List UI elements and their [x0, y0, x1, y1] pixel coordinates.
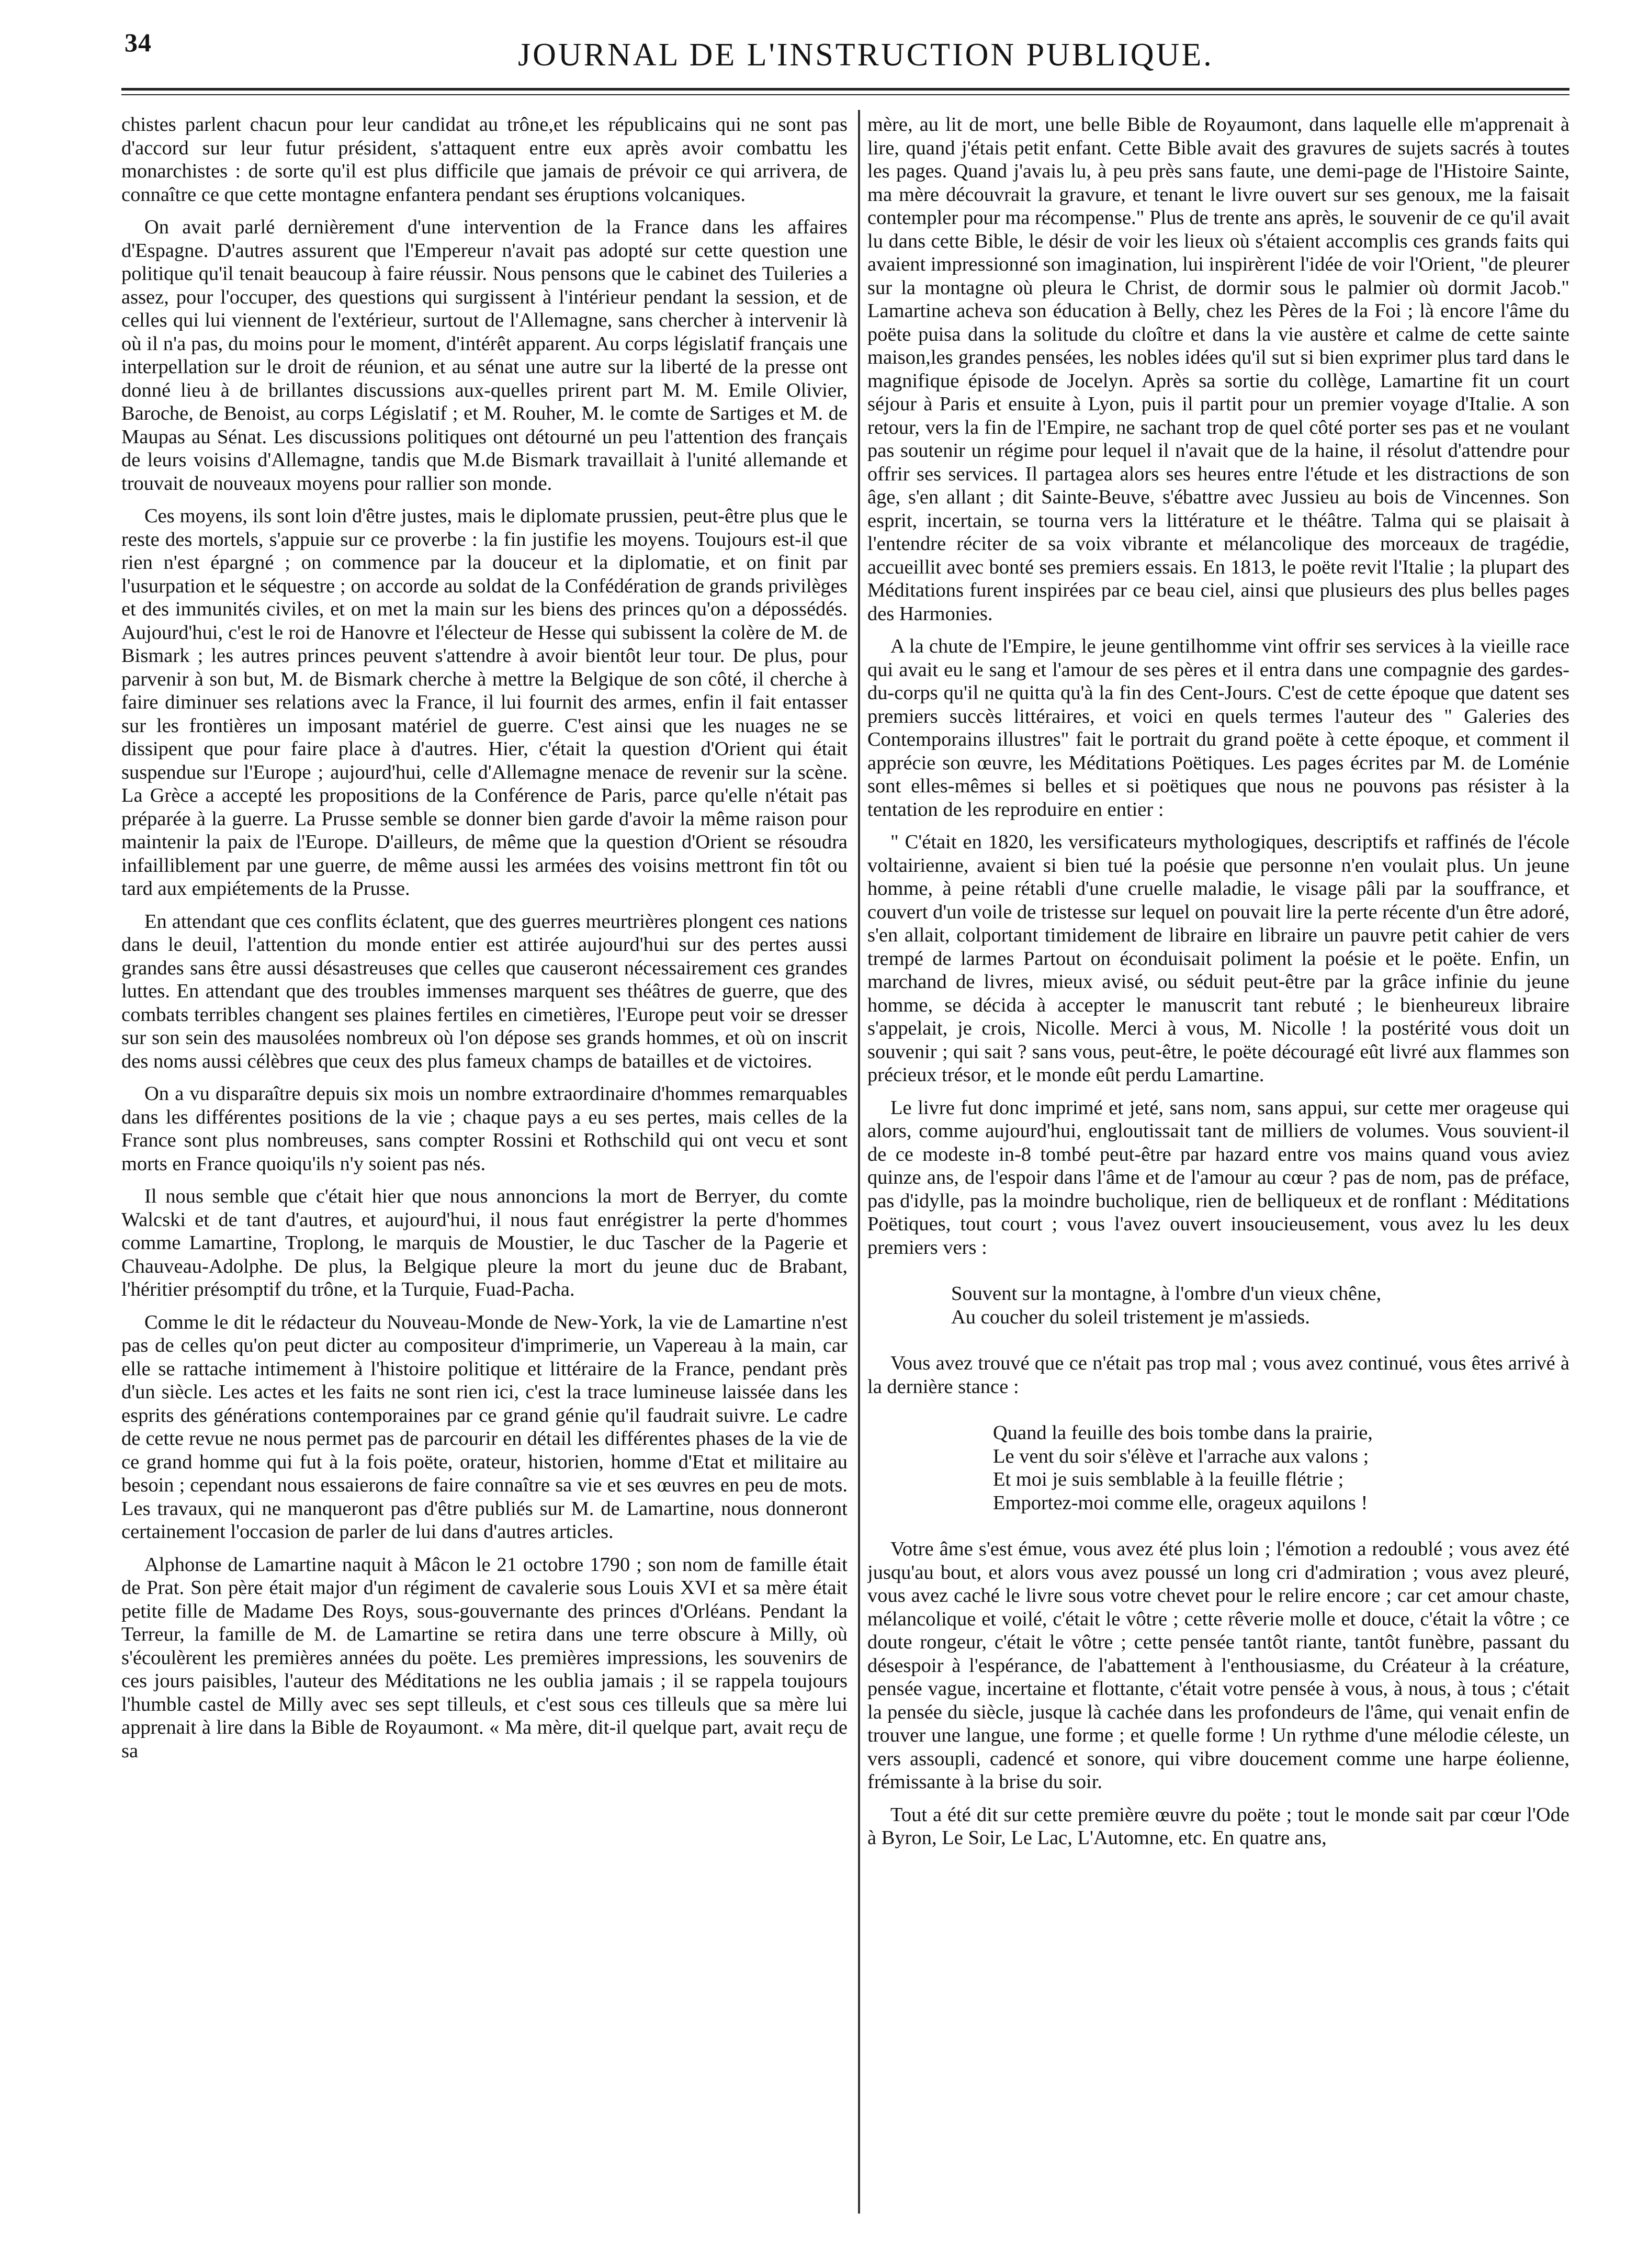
right-paragraph-2: A la chute de l'Empire, le jeune gentilhomme vint offrir ses services à la vieille race qui avait eu le sang et l'amour de ses pères et il entra dans une compagnie des gardes-du-corps qu'il ne quitta qu'à la fin des Cent-Jours. C'est de cette époque que datent ses premiers succès littéraires, et voici en quels termes l'auteur des " Galeries des Contemporains illustres" fait le portrait du grand poëte à cette époque, et comment il apprécie son œuvre, les Méditations Poëtiques. Les pages écrites par M. de Loménie sont elles-mêmes si belles et si poëtiques que nous ne pouvons pas résister à la tentation de les reproduire en entier : [867, 635, 1569, 821]
left-paragraph-1: chistes parlent chacun pour leur candidat au trône,et les républicains qui ne sont pas d'accord sur leur futur président, s'attaquent entre eux après avoir combattu les monarchistes : de sorte qu'il est plus difficile que jamais de prévoir ce qui arrivera, de connaître ce que cette montagne enfantera pendant ses éruptions volcaniques. [121, 114, 848, 206]
right-column [867, 113, 1569, 2206]
right-paragraph-quote: " C'était en 1820, les versificateurs mythologiques, descriptifs et raffinés de l'école voltairienne, avaient si bien tué la poésie que personne n'en voulait plus. Un jeune homme, à peine rétabli d'une cruelle maladie, le visage pâli par la souffrance, et couvert d'un voile de tristesse sur lequel on pouvait lire la perte récente d'un être adoré, s'en allait, colportant timidement de libraire en libraire un pauvre petit cahier de vers trempé de larmes Partout on éconduisait poliment la poésie et le poëte. Enfin, un marchand de livres, mieux avisé, ou séduit peut-être par la grâce infinie du jeune homme, se décida à accepter le manuscrit tant rebuté ; le bienheureux libraire s'appelait, je crois, Nicolle. Merci à vous, M. Nicolle ! la postérité vous doit un souvenir ; qui sait ? sans vous, peut-être, le poëte découragé eût livré aux flammes son précieux trésor, et le monde eût perdu Lamartine. [867, 831, 1569, 1086]
right-paragraph-7: Tout a été dit sur cette première œuvre du poëte ; tout le monde sait par cœur l'Ode à Byron, Le Soir, Le Lac, L'Automne, etc. En quatre ans, [867, 1803, 1569, 1849]
left-paragraph-6: Il nous semble que c'était hier que nous annoncions la mort de Berryer, du comte Walcski et de tant d'autres, et aujourd'hui, il nous faut enrégistrer la perte d'hommes comme Lamartine, Troplong, le marquis de Moustier, le duc Tascher de la Pagerie et Chauveau-Adolphe. De plus, la Belgique pleure la mort du jeune duc de Brabant, l'héritier présomptif du trône, et la Turquie, Fuad-Pacha. [121, 1185, 848, 1300]
left-paragraph-2: On avait parlé dernièrement d'une intervention de la France dans les affaires d'Espagne. D'autres assurent que l'Empereur n'avait pas adopté sur cette question une politique qu'il tenait beaucoup à faire réussir. Nous pensons que le cabinet des Tuileries a assez, pour l'occuper, des questions qui surgissent à l'intérieur pendant la session, et de celles qui lui viennent de l'extérieur, surtout de l'Allemagne, sans chercher à intervenir là où il n'a pas, du moins pour le moment, d'intérêt apparent. Au corps législatif français une interpellation sur le droit de réunion, et au sénat une autre sur la liberté de la presse ont donné lieu à de brillantes discussions aux-quelles prirent part M. M. Emile Olivier, Baroche, de Benoist, au corps Législatif ; et M. Rouher, M. le comte de Sartiges et M. de Maupas au Sénat. Les discussions politiques ont détourné un peu l'attention des français de leurs voisins d'Allemagne, tandis que M.de Bismark travaillait à l'unité allemande et trouvait de nouveaux moyens pour rallier son monde. [121, 216, 848, 495]
verse-line: Le vent du soir s'élève et l'arrache aux valons ; [993, 1445, 1369, 1467]
verse-line: Souvent sur la montagne, à l'ombre d'un vieux chêne, [951, 1283, 1382, 1305]
right-paragraph-4: Le livre fut donc imprimé et jeté, sans nom, sans appui, sur cette mer orageuse qui alors, comme aujourd'hui, engloutissait tant de milliers de volumes. Vous souvient-il de ce modeste in-8 tombé peut-être par hazard entre vos mains quand vous aviez quinze ans, de l'espoir dans l'âme et de l'amour au cœur ? pas de nom, pas de préface, pas d'idylle, pas la moindre bucholique, rien de belliqueux et de ronflant : Méditations Poëtiques, tout court ; vous l'avez ouvert insoucieusement, vous avez lu les deux premiers vers : [867, 1096, 1569, 1259]
left-paragraph-5: On a vu disparaître depuis six mois un nombre extraordinaire d'hommes remarquables dans les différentes positions de la vie ; chaque pays a eu ses pertes, mais celles de la France sont plus nombreuses, sans compter Rossini et Rothschild qui ont vecu et sont morts en France quoiqu'ils n'y soient pas nés. [121, 1083, 848, 1175]
verse-line: Et moi je suis semblable à la feuille flétrie ; [993, 1468, 1344, 1490]
verse-block-2 [867, 1421, 1569, 1514]
left-paragraph-3: Ces moyens, ils sont loin d'être justes, mais le diplomate prussien, peut-être plus que le reste des mortels, s'appuie sur ce proverbe : la fin justifie les moyens. Toujours est-il que rien n'est épargné ; on commence par la douceur et la diplomatie, et on finit par l'usurpation et le séquestre ; on accorde au soldat de la Confédération de grands privilèges et des immunités civiles, et on met la main sur les biens des princes qu'on a dépossédés. Aujourd'hui, c'est le roi de Hanovre et l'électeur de Hesse qui subissent la colère de M. de Bismark ; les autres princes peuvent s'attendre à avoir bientôt leur tour. De plus, pour parvenir à son but, M. de Bismark cherche à mettre la Belgique de son côté, il cherche à faire diminuer ses relations avec la France, il lui fournit des armes, enfin il fait entasser sur les frontières un imposant matériel de guerre. C'est ainsi que les nuages ne se dissipent que pour faire place à d'autres. Hier, c'était la question d'Orient qui était suspendue sur l'Europe ; aujourd'hui, celle d'Allemagne menace de revenir sur la scène. La Grèce a accepté les propositions de la Conférence de Paris, parce qu'elle n'était pas préparée à la guerre. La Prusse semble se donner bien garde d'avoir la même raison pour maintenir la paix de l'Europe. D'ailleurs, de même que la question d'Orient se résoudra infailliblement par une guerre, de même aussi les armées des voisins mettront fin tôt ou tard aux empiétements de la Prusse. [121, 505, 848, 900]
left-paragraph-8: Alphonse de Lamartine naquit à Mâcon le 21 octobre 1790 ; son nom de famille était de Prat. Son père était major d'un régiment de cavalerie sous Louis XVI et sa mère était petite fille de Madame Des Roys, sous-gouvernante des princes d'Orléans. Pendant la Terreur, la famille de M. de Lamartine se retira dans une terre obscure à Milly, où s'écoulèrent les premières années du poëte. Les premières impressions, les souvenirs de ces jours paisibles, l'auteur des Méditations ne les oublia jamais ; il se rappela toujours l'humble castel de Milly avec ses sept tilleuls, et c'est sous ces tilleuls que sa mère lui apprenait à lire dans la Bible de Royaumont. « Ma mère, dit-il quelque part, avait reçu de sa [121, 1553, 848, 1762]
header-rule [121, 88, 1569, 91]
journal-title: JOURNAL DE L'INSTRUCTION PUBLIQUE. [518, 37, 1214, 73]
left-column [121, 113, 848, 2206]
verse-line: Au coucher du soleil tristement je m'assieds. [951, 1306, 1310, 1328]
left-paragraph-7: Comme le dit le rédacteur du Nouveau-Monde de New-York, la vie de Lamartine n'est pas de celles qu'on peut dicter au compositeur d'imprimerie, un Vapereau à la main, car elle se rattache intimement à l'histoire politique et littéraire de la France, pendant près d'un siècle. Les actes et les faits ne sont rien ici, c'est la trace lumineuse laissée dans les esprits des générations contemporaines par ce grand génie qu'il faudrait suivre. Le cadre de cette revue ne nous permet pas de parcourir en détail les différentes phases de la vie de ce grand homme qui fut à la fois poëte, orateur, historien, homme d'Etat et militaire au besoin ; cependant nous essaierons de faire connaître sa vie et ses œuvres en peu de mots. Les travaux, qui ne manqueront pas d'être publiés sur M. de Lamartine, nous donneront certainement l'occasion de parler de lui dans d'autres articles. [121, 1311, 848, 1543]
right-paragraph-5: Vous avez trouvé que ce n'était pas trop mal ; vous avez continué, vous êtes arrivé à la dernière stance : [867, 1352, 1569, 1398]
verse-line: Quand la feuille des bois tombe dans la prairie, [993, 1422, 1373, 1444]
left-paragraph-4: En attendant que ces conflits éclatent, que des guerres meurtrières plongent ces nations dans le deuil, l'attention du monde entier est attirée aujourd'hui sur des pertes aussi grandes sans être aussi désastreuses que celles que causeront nécessairement ces grandes luttes. En attendant que des troubles immenses marquent ses théâtres de guerre, que des combats terribles changent ses plaines fertiles en cimetières, l'Europe peut voir se dresser sur son sein des mausolées nombreux où l'on dépose ses grands hommes, et où on inscrit des noms aussi célèbres que ceux des plus fameux champs de batailles et de victoires. [121, 910, 848, 1072]
right-paragraph-6: Votre âme s'est émue, vous avez été plus loin ; l'émotion a redoublé ; vous avez été jusqu'au bout, et alors vous avez poussé un long cri d'admiration ; vous avez pleuré, vous avez caché le livre sous votre chevet pour le relire encore ; car cet amour chaste, mélancolique et voilé, c'était le vôtre ; cette rêverie molle et douce, c'était la vôtre ; ce doute rongeur, c'était le vôtre ; cette pensée tantôt riante, tantôt funèbre, passant du désespoir à l'espérance, de l'abattement à l'enthousiasme, du Créateur à la créature, pensée vague, incertaine et flottante, c'était votre pensée à vous, à nous, à tous ; c'était la pensée du siècle, jusque là cachée dans les profondeurs de l'âme, qui venait enfin de trouver une langue, une forme ; et quelle forme ! Un rythme d'une mélodie céleste, un vers assoupli, cadencé et sonore, qui vibre doucement comme une harpe éolienne, frémissante à la brise du soir. [867, 1538, 1569, 1793]
header-rule-thin [121, 94, 1569, 95]
verse-line: Emportez-moi comme elle, orageux aquilons ! [993, 1491, 1368, 1514]
column-divider [858, 110, 860, 2214]
page-number: 34 [125, 28, 152, 57]
right-paragraph-1: mère, au lit de mort, une belle Bible de Royaumont, dans laquelle elle m'apprenait à lire, quand j'étais petit enfant. Cette Bible avait des gravures de sujets sacrés à toutes les pages. Quand j'avais lu, à peu près sans faute, une demi-page de l'Histoire Sainte, ma mère découvrait la gravure, et tenant le livre ouvert sur ses genoux, me la faisait contempler pour ma récompense." Plus de trente ans après, le souvenir de ce qu'il avait lu dans cette Bible, le désir de voir les lieux où s'étaient accomplis ces grands faits qui avaient impressionné son imagination, lui inspirèrent l'idée de voir l'Orient, "de pleurer sur la montagne où pleura le Christ, de dormir sous le palmier où dormit Jacob." Lamartine acheva son éducation à Belly, chez les Pères de la Foi ; là encore l'âme du poëte puisa dans la solitude du cloître et dans la vie austère et calme de cette sainte maison,les grandes pensées, les nobles idées qu'il sut si bien exprimer plus tard dans le magnifique épisode de Jocelyn. Après sa sortie du collège, Lamartine fit un court séjour à Paris et ensuite à Lyon, puis il partit pour un premier voyage d'Italie. A son retour, vers la fin de l'Empire, ne sachant trop de quel côté porter ses pas et ne voulant pas soutenir un régime pour lequel il n'avait que de la haine, il résolut d'attendre pour offrir ses services. Il partagea alors ses heures entre l'étude et les distractions de son âge, s'en allant ; dit Sainte-Beuve, s'ébattre avec Jussieu au bois de Vincennes. Son esprit, incertain, se tourna vers la littérature et le théâtre. Talma qui se plaisait à l'entendre réciter de sa voix vibrante et mélancolique des morceaux de tragédie, accueillit avec bonté ses premiers essais. En 1813, le poëte revit l'Italie ; la plupart des Méditations furent inspirées par ce beau ciel, ainsi que plusieurs des plus belles pages des Harmonies. [867, 114, 1569, 625]
verse-block-1 [867, 1282, 1569, 1329]
